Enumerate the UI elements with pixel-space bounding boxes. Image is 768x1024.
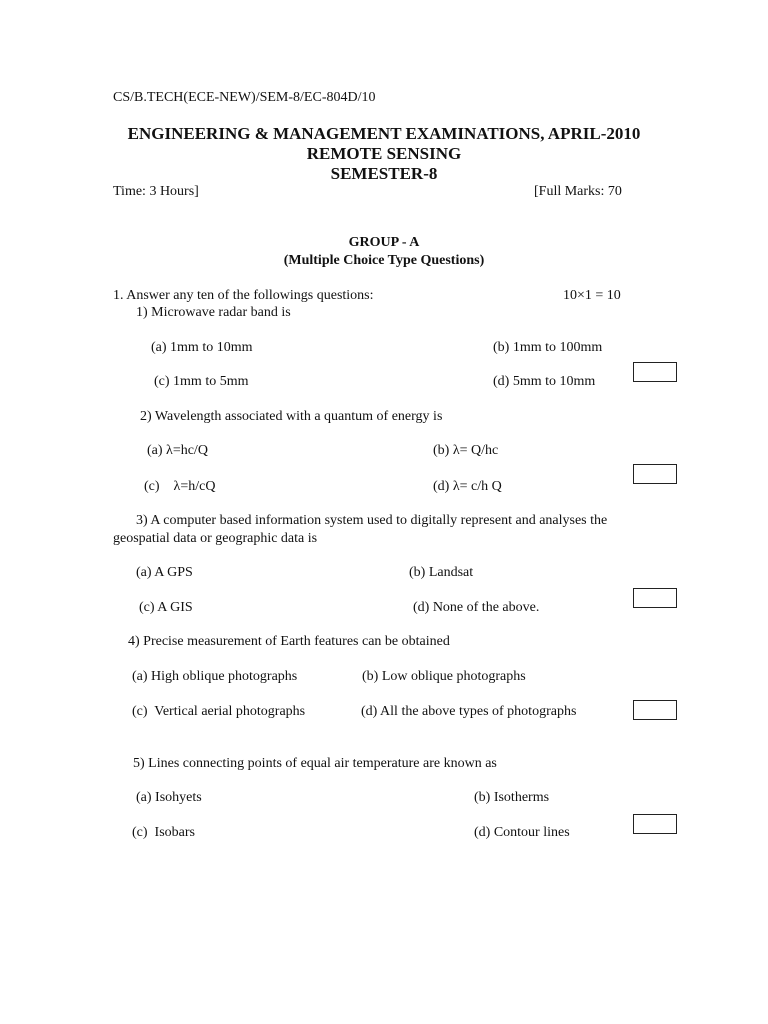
question-stem: 4) Precise measurement of Earth features can be obtained: [128, 634, 450, 649]
option-c: (c) 1mm to 5mm: [154, 374, 249, 389]
answer-box[interactable]: [633, 588, 677, 608]
answer-box[interactable]: [633, 464, 677, 484]
option-d: (d) None of the above.: [413, 600, 540, 615]
option-b: (b) Isotherms: [474, 790, 550, 805]
answer-box[interactable]: [633, 362, 677, 382]
option-d: (d) All the above types of photographs: [361, 704, 577, 719]
option-c: (c) Vertical aerial photographs: [132, 704, 306, 719]
option-a: (a) Isohyets: [136, 790, 202, 805]
instruction-text: 1. Answer any ten of the followings questions:: [113, 288, 374, 303]
option-a: (a) A GPS: [136, 565, 193, 580]
option-c: (c) A GIS: [139, 600, 193, 615]
subject-title: REMOTE SENSING: [306, 144, 462, 163]
option-a: (a) 1mm to 10mm: [151, 340, 253, 355]
option-b: (b) Low oblique photographs: [362, 669, 526, 684]
exam-title: ENGINEERING & MANAGEMENT EXAMINATIONS, APRIL-2010: [127, 124, 641, 143]
time-label: Time: 3 Hours]: [113, 184, 199, 199]
option-b: (b) λ= Q/hc: [433, 443, 499, 458]
question-stem: 1) Microwave radar band is: [136, 305, 291, 320]
group-title: GROUP - A: [348, 235, 420, 250]
option-c: (c) Isobars: [132, 825, 195, 840]
option-a: (a) λ=hc/Q: [147, 443, 208, 458]
instruction-marks: 10×1 = 10: [563, 288, 621, 303]
answer-box[interactable]: [633, 814, 677, 834]
question-stem: 2) Wavelength associated with a quantum of energy is: [140, 409, 443, 424]
option-d: (d) 5mm to 10mm: [493, 374, 596, 389]
answer-box[interactable]: [633, 700, 677, 720]
option-d: (d) Contour lines: [474, 825, 570, 840]
option-b: (b) Landsat: [409, 565, 474, 580]
question-stem-line-2: geospatial data or geographic data is: [113, 531, 318, 546]
option-b: (b) 1mm to 100mm: [493, 340, 603, 355]
option-d: (d) λ= c/h Q: [433, 479, 502, 494]
group-subtitle: (Multiple Choice Type Questions): [283, 253, 485, 268]
semester-title: SEMESTER-8: [330, 164, 438, 183]
question-stem: 5) Lines connecting points of equal air temperature are known as: [133, 756, 497, 771]
question-stem-line-1: 3) A computer based information system used to digitally represent and analyses the: [136, 513, 608, 528]
option-c: (c) λ=h/cQ: [144, 479, 216, 494]
paper-code: CS/B.TECH(ECE-NEW)/SEM-8/EC-804D/10: [113, 90, 376, 105]
option-a: (a) High oblique photographs: [132, 669, 298, 684]
full-marks-label: [Full Marks: 70: [534, 184, 622, 199]
